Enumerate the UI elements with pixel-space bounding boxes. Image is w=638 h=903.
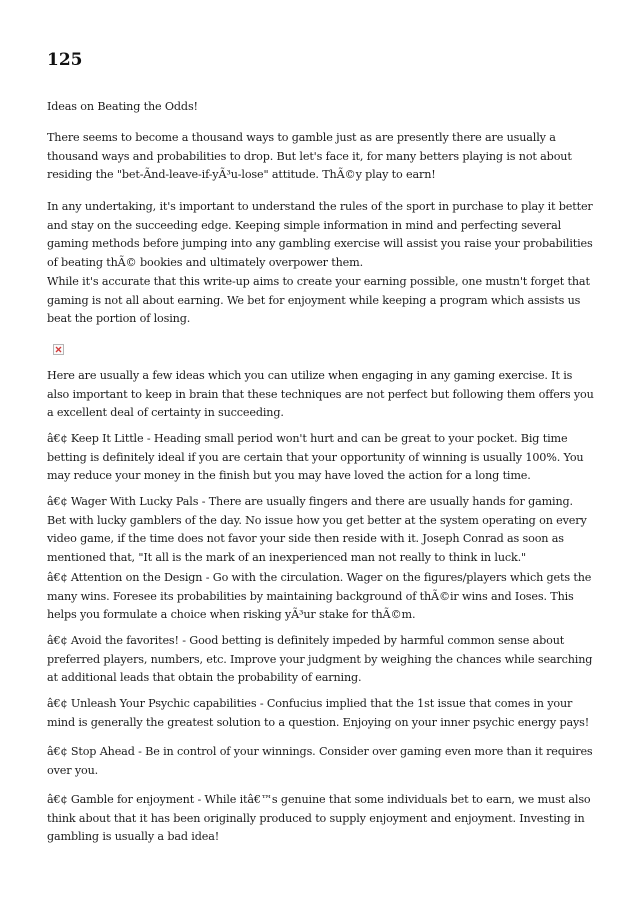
tip-keep-it-little: â€¢ Keep It Little - Heading small period won't hurt and can be great to your pocket. Big time betting is definitely ideal if you are certain that your opportunity of winning is usually 100%. You may reduce your money in the finish but you may have loved the action for a long time. [47,432,584,483]
tip-design: â€¢ Attention on the Design - Go with the circulation. Wager on the figures/players which gets the many wins. Foresee its probabilities by maintaining background of thÃ©ir wins and Ioses. This helps you formulate a choice when risking yÃ³ur stake for thÃ©m. [47,571,592,622]
tip-gamble-enjoyment: â€¢ Gamble for enjoyment - While itâ€™s genuine that some individuals bet to earn, we must also think about that it has been originally produced to supply enjoyment and enjoyment. Investing in gambling is usually a bad idea! [47,793,591,844]
rules-paragraph: In any undertaking, it's important to understand the rules of the sport in purchase to play it better and stay on the succeeding edge. Keeping simple information in mind and perfecting several gaming methods before jumping into any gambling exercise will assist you raise your probabilities of beating thÃ© bookies and ultimately overpower them. [47,200,593,269]
tip-lucky-pals: â€¢ Wager With Lucky Pals - There are usually fingers and there are usually hands for gaming. Bet with lucky gamblers of the day. No issue how you get better at the system operating on every video game, if the time does not favor your side then reside with it. Joseph Conrad as soon as mentioned that, "It all is the mark of an inexperienced man not really to think in luck." [47,495,587,564]
intro-paragraph: There seems to become a thousand ways to gamble just as are presently there are usually a thousand ways and probabilities to drop. But let's face it, for many betters playing is not about residing the "bet-Ãnd-leave-if-yÃ³u-lose" attitude. ThÃ©y play to earn! [47,131,572,182]
tip-avoid-favorites: â€¢ Avoid the favorites! - Good betting is definitely impeded by harmful common sense about preferred players, numbers, etc. Improve your judgment by weighing the chances while searching at additional leads that obtain the probability of earning. [47,634,593,685]
tip-stop-ahead: â€¢ Stop Ahead - Be in control of your winnings. Consider over gaming even more than it requires over you. [47,745,593,777]
page-number-heading: 125 [47,50,83,70]
subtitle-paragraph: Ideas on Beating the Odds! [47,100,198,113]
broken-image-cross-icon [54,345,63,354]
tip-psychic: â€¢ Unleash Your Psychic capabilities - Confucius implied that the 1st issue that comes in your mind is generally the greatest solution to a question. Enjoying on your inner psychic energy pays! [47,697,590,729]
ideas-paragraph: Here are usually a few ideas which you can utilize when engaging in any gaming exercise. It is also important to keep in brain that these techniques are not perfect but following them offers you a excellent deal of certainty in succeeding. [47,369,594,420]
broken-image-icon [53,344,64,355]
earning-paragraph: While it's accurate that this write-up aims to create your earning possible, one mustn't forget that gaming is not all about earning. We bet for enjoyment while keeping a program which assists us beat the portion of losing. [47,275,590,326]
